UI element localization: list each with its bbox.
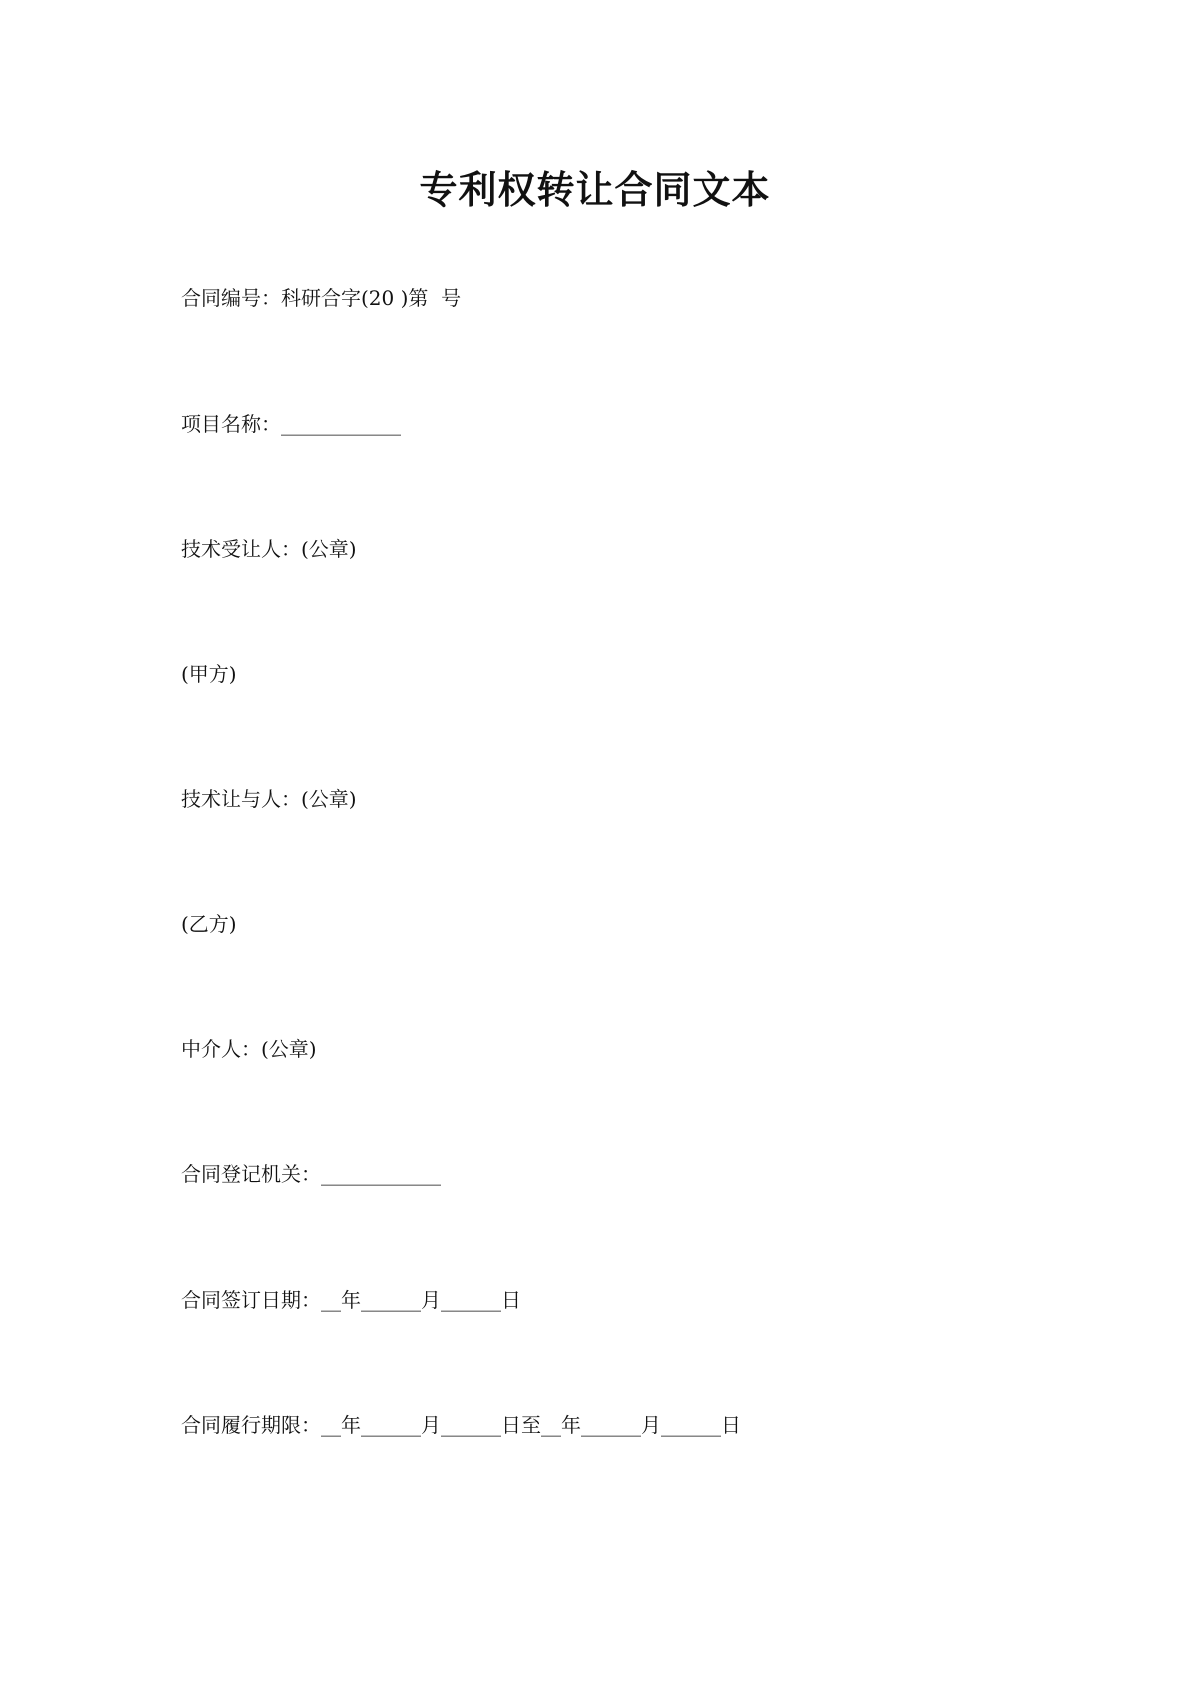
contract-number-line: 合同编号：科研合字(20 )第 号 [181,286,462,310]
signing-date-line: 合同签订日期：__年______月______日 [181,1288,521,1312]
party-b-line: (乙方) [181,912,237,936]
transferor-line: 技术让与人：(公章) [181,787,357,811]
registration-office-line: 合同登记机关：____________ [181,1162,441,1186]
project-name-line: 项目名称：____________ [181,412,401,436]
performance-period-line: 合同履行期限：__年______月______日至__年______月______日 [181,1413,741,1437]
party-a-line: (甲方) [181,662,237,686]
document-title: 专利权转让合同文本 [419,167,771,212]
intermediary-line: 中介人：(公章) [181,1037,317,1061]
transferee-line: 技术受让人：(公章) [181,537,357,561]
